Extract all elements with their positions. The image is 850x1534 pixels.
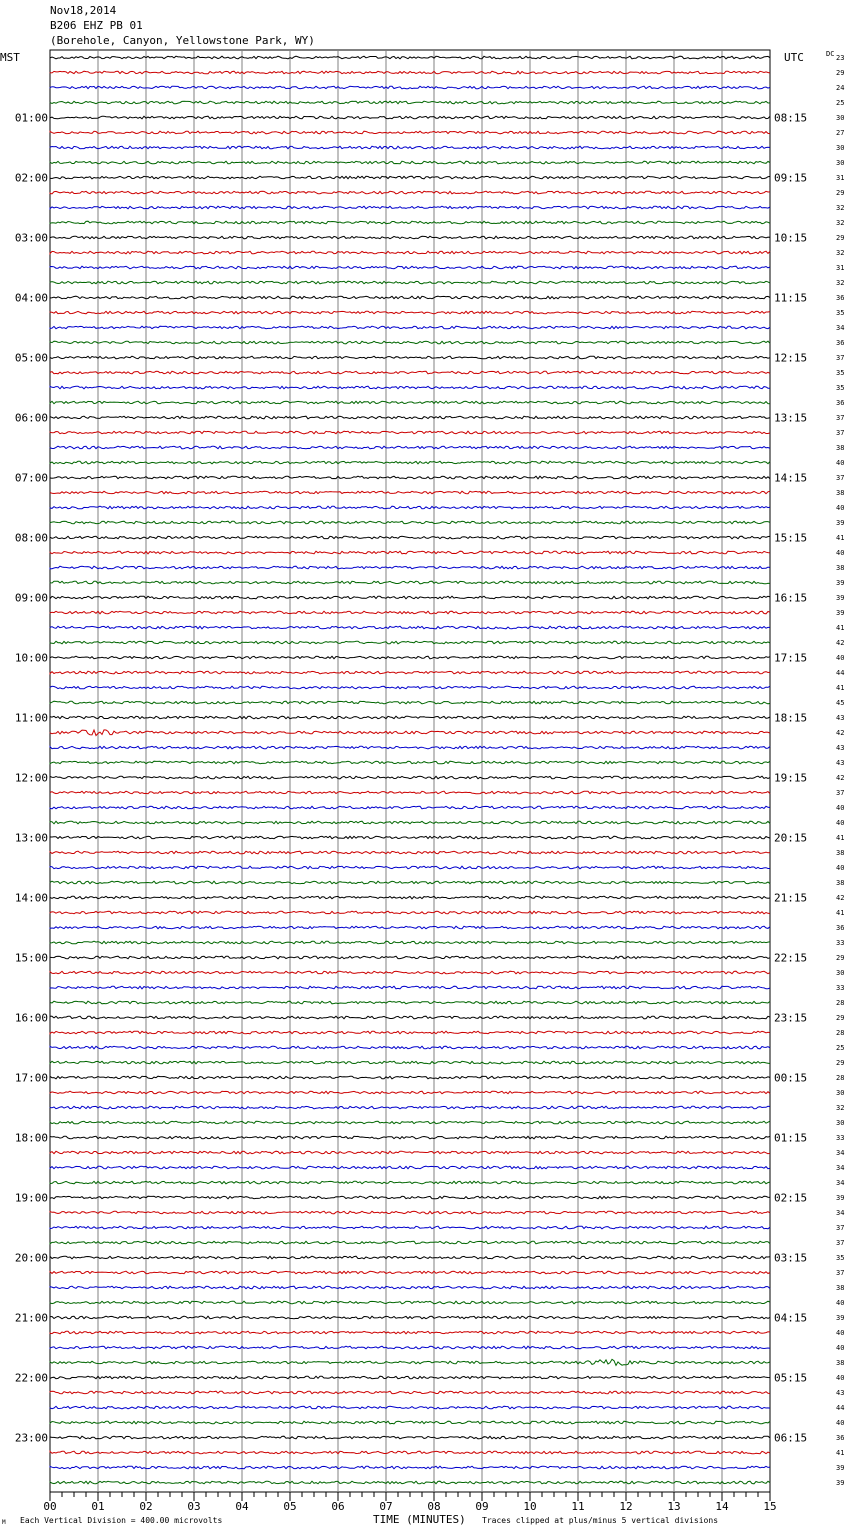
right-hour-label: 06:15 (774, 1431, 808, 1445)
dc-value: 29 (836, 1059, 845, 1067)
trace-row (50, 596, 770, 599)
trace-row (50, 161, 770, 164)
dc-value: 40 (836, 504, 845, 512)
dc-value: 33 (836, 984, 845, 992)
dc-value: 40 (836, 864, 845, 872)
dc-value: 38 (836, 1284, 845, 1292)
trace-row (50, 86, 770, 89)
dc-value: 37 (836, 1224, 845, 1232)
trace-row (50, 641, 770, 644)
trace-row (50, 566, 770, 569)
right-hour-label: 00:15 (774, 1071, 808, 1085)
dc-value: 35 (836, 384, 845, 392)
trace-row (50, 1421, 770, 1424)
trace-row (50, 221, 770, 224)
dc-value: 28 (836, 999, 845, 1007)
trace-row (50, 701, 770, 704)
left-hour-label: 05:00 (14, 351, 48, 365)
right-hour-label: 01:15 (774, 1131, 808, 1145)
dc-value: 33 (836, 939, 845, 947)
header-date: Nov18,2014 (50, 4, 117, 17)
trace-row (50, 71, 770, 74)
dc-value: 29 (836, 234, 845, 242)
trace-row (50, 551, 770, 554)
right-hour-label: 02:15 (774, 1191, 808, 1205)
trace-row (50, 1076, 770, 1079)
left-hour-label: 08:00 (14, 531, 48, 545)
left-hour-label: 11:00 (14, 711, 48, 725)
dc-value: 32 (836, 249, 845, 257)
trace-row (50, 476, 770, 479)
dc-value: 34 (836, 1164, 845, 1172)
x-tick-label: 10 (523, 1500, 537, 1513)
left-axis-title: MST (0, 51, 20, 64)
dc-value: 40 (836, 1344, 845, 1352)
dc-value: 41 (836, 1449, 845, 1457)
trace-row (50, 1406, 770, 1409)
trace-row (50, 686, 770, 689)
trace-row (50, 236, 770, 239)
trace-row (50, 626, 770, 629)
dc-value: 24 (836, 84, 845, 92)
left-hour-label: 15:00 (14, 951, 48, 965)
dc-value: 34 (836, 1179, 845, 1187)
dc-value: 29 (836, 954, 845, 962)
trace-row (50, 251, 770, 254)
dc-value: 41 (836, 534, 845, 542)
trace-row (50, 1241, 770, 1244)
trace-row (50, 311, 770, 314)
dc-value: 37 (836, 429, 845, 437)
trace-row (50, 146, 770, 149)
dc-value: 36 (836, 399, 845, 407)
dc-value: 43 (836, 714, 845, 722)
right-hour-label: 20:15 (774, 831, 808, 845)
trace-row (50, 956, 770, 959)
x-tick-label: 09 (475, 1500, 489, 1513)
trace-row (50, 851, 770, 854)
dc-value: 25 (836, 1044, 845, 1052)
trace-row (50, 296, 770, 299)
left-hour-label: 17:00 (14, 1071, 48, 1085)
right-hour-label: 17:15 (774, 651, 808, 665)
dc-value: 41 (836, 684, 845, 692)
trace-row (50, 191, 770, 194)
trace-row (50, 941, 770, 944)
x-tick-label: 08 (427, 1500, 441, 1513)
dc-value: 37 (836, 789, 845, 797)
right-hour-label: 04:15 (774, 1311, 808, 1325)
left-hour-label: 16:00 (14, 1011, 48, 1025)
trace-row (50, 1256, 770, 1259)
trace-row (50, 341, 770, 344)
dc-value: 30 (836, 144, 845, 152)
dc-value: 32 (836, 1104, 845, 1112)
trace-row (50, 1031, 770, 1034)
trace-row (50, 656, 770, 659)
corner-mark: M (2, 1519, 6, 1526)
left-hour-label: 10:00 (14, 651, 48, 665)
trace-row (50, 1331, 770, 1334)
trace-row (50, 1016, 770, 1019)
right-hour-label: 19:15 (774, 771, 808, 785)
dc-value: 37 (836, 1269, 845, 1277)
dc-value: 38 (836, 489, 845, 497)
trace-row (50, 1376, 770, 1379)
dc-value: 25 (836, 99, 845, 107)
dc-value: 37 (836, 354, 845, 362)
trace-row (50, 911, 770, 914)
right-hour-label: 05:15 (774, 1371, 808, 1385)
trace-row (50, 326, 770, 329)
trace-row (50, 1451, 770, 1454)
dc-value: 36 (836, 1434, 845, 1442)
axis-labels (15, 54, 845, 1513)
trace-row (50, 1346, 770, 1349)
x-tick-label: 15 (763, 1500, 777, 1513)
dc-value: 40 (836, 804, 845, 812)
trace-row (50, 1226, 770, 1229)
x-tick-label: 00 (43, 1500, 57, 1513)
trace-row (50, 1046, 770, 1049)
dc-value: 40 (836, 1419, 845, 1427)
x-tick-label: 14 (715, 1500, 729, 1513)
dc-value: 31 (836, 174, 845, 182)
dc-value: 32 (836, 219, 845, 227)
trace-row (50, 206, 770, 209)
trace-row (50, 821, 770, 824)
trace-row (50, 1196, 770, 1199)
dc-value: 23 (836, 54, 845, 62)
trace-row (50, 791, 770, 794)
x-tick-label: 03 (187, 1500, 201, 1513)
trace-row (50, 926, 770, 929)
trace-row (50, 866, 770, 869)
x-tick-label: 01 (91, 1500, 105, 1513)
dc-value: 41 (836, 834, 845, 842)
trace-row (50, 776, 770, 779)
trace-row (50, 1091, 770, 1094)
dc-value: 39 (836, 579, 845, 587)
dc-value: 40 (836, 1374, 845, 1382)
trace-row (50, 1166, 770, 1169)
x-tick-label: 02 (139, 1500, 153, 1513)
trace-row (50, 386, 770, 389)
trace-row (50, 491, 770, 494)
dc-value: 42 (836, 639, 845, 647)
trace-row (50, 1136, 770, 1139)
right-hour-label: 08:15 (774, 111, 808, 125)
dc-value: 38 (836, 879, 845, 887)
trace-row (50, 716, 770, 719)
dc-value: 39 (836, 1464, 845, 1472)
left-hour-label: 21:00 (14, 1311, 48, 1325)
trace-row (50, 1481, 770, 1484)
dc-value: 43 (836, 1389, 845, 1397)
dc-value: 43 (836, 744, 845, 752)
trace-row (50, 836, 770, 839)
dc-value: 38 (836, 1359, 845, 1367)
header-station: B206 EHZ PB 01 (50, 19, 143, 32)
x-tick-label: 07 (379, 1500, 393, 1513)
right-hour-label: 03:15 (774, 1251, 808, 1265)
trace-row (50, 446, 770, 449)
trace-row (50, 1271, 770, 1274)
dc-value: 27 (836, 129, 845, 137)
dc-value: 43 (836, 759, 845, 767)
dc-value: 31 (836, 264, 845, 272)
trace-row (50, 431, 770, 434)
trace-row (50, 1151, 770, 1154)
x-tick-label: 06 (331, 1500, 345, 1513)
dc-value: 40 (836, 654, 845, 662)
trace-row (50, 1466, 770, 1469)
trace-row (50, 1001, 770, 1004)
scale-note: Each Vertical Division = 400.00 microvolts (20, 1516, 223, 1525)
dc-value: 32 (836, 279, 845, 287)
right-hour-label: 23:15 (774, 1011, 808, 1025)
dc-value: 36 (836, 924, 845, 932)
left-hour-label: 06:00 (14, 411, 48, 425)
left-hour-label: 04:00 (14, 291, 48, 305)
dc-value: 45 (836, 699, 845, 707)
trace-row (50, 356, 770, 359)
x-tick-label: 13 (667, 1500, 681, 1513)
dc-value: 29 (836, 1014, 845, 1022)
right-hour-label: 11:15 (774, 291, 808, 305)
right-hour-label: 13:15 (774, 411, 808, 425)
trace-row (50, 1286, 770, 1289)
right-axis-title: UTC (784, 51, 804, 64)
trace-row (50, 746, 770, 749)
trace-row (50, 1121, 770, 1124)
dc-value: 40 (836, 819, 845, 827)
trace-row (50, 116, 770, 119)
left-hour-label: 22:00 (14, 1371, 48, 1385)
trace-row (50, 671, 770, 674)
trace-row (50, 1359, 770, 1365)
left-hour-label: 19:00 (14, 1191, 48, 1205)
x-tick-label: 05 (283, 1500, 297, 1513)
right-hour-label: 09:15 (774, 171, 808, 185)
dc-value: 39 (836, 594, 845, 602)
dc-value: 40 (836, 549, 845, 557)
right-hour-label: 14:15 (774, 471, 808, 485)
dc-value: 44 (836, 669, 845, 677)
trace-row (50, 461, 770, 464)
dc-value: 36 (836, 339, 845, 347)
dc-value: 39 (836, 1479, 845, 1487)
trace-row (50, 806, 770, 809)
right-hour-label: 21:15 (774, 891, 808, 905)
trace-row (50, 986, 770, 989)
trace-row (50, 1316, 770, 1319)
left-hour-label: 07:00 (14, 471, 48, 485)
dc-value: 42 (836, 894, 845, 902)
trace-row (50, 416, 770, 419)
left-hour-label: 02:00 (14, 171, 48, 185)
x-tick-label: 04 (235, 1500, 249, 1513)
dc-value: 40 (836, 1299, 845, 1307)
dc-value: 29 (836, 189, 845, 197)
dc-value: 30 (836, 159, 845, 167)
dc-value: 37 (836, 1239, 845, 1247)
trace-row (50, 896, 770, 899)
dc-value: 44 (836, 1404, 845, 1412)
right-hour-label: 22:15 (774, 951, 808, 965)
dc-value: 42 (836, 774, 845, 782)
dc-value: 39 (836, 1314, 845, 1322)
dc-value: 34 (836, 1209, 845, 1217)
trace-row (50, 371, 770, 374)
trace-row (50, 1391, 770, 1394)
trace-row (50, 881, 770, 884)
dc-value: 37 (836, 474, 845, 482)
trace-row (50, 1211, 770, 1214)
right-hour-label: 16:15 (774, 591, 808, 605)
trace-row (50, 536, 770, 539)
trace-row (50, 1301, 770, 1304)
dc-value: 30 (836, 1089, 845, 1097)
dc-value: 36 (836, 294, 845, 302)
left-hour-label: 12:00 (14, 771, 48, 785)
dc-value: 33 (836, 1134, 845, 1142)
left-hour-label: 18:00 (14, 1131, 48, 1145)
dc-value: 38 (836, 444, 845, 452)
dc-value: 39 (836, 1194, 845, 1202)
dc-value: 34 (836, 1149, 845, 1157)
trace-rows (50, 56, 770, 1484)
x-axis-title: TIME (MINUTES) (373, 1513, 466, 1526)
trace-row (50, 761, 770, 764)
dc-value: 35 (836, 369, 845, 377)
trace-row (50, 1061, 770, 1064)
trace-row (50, 971, 770, 974)
trace-row (50, 730, 770, 736)
dc-value: 29 (836, 69, 845, 77)
dc-value: 28 (836, 1029, 845, 1037)
dc-value: 28 (836, 1074, 845, 1082)
dc-value: 37 (836, 414, 845, 422)
dc-value: 38 (836, 849, 845, 857)
trace-row (50, 1181, 770, 1184)
dc-value: 39 (836, 519, 845, 527)
trace-row (50, 506, 770, 509)
left-hour-label: 14:00 (14, 891, 48, 905)
dc-value: 32 (836, 204, 845, 212)
trace-row (50, 176, 770, 179)
dc-value: 41 (836, 624, 845, 632)
trace-row (50, 131, 770, 134)
x-tick-label: 12 (619, 1500, 633, 1513)
trace-row (50, 1106, 770, 1109)
trace-row (50, 266, 770, 269)
trace-row (50, 56, 770, 59)
trace-row (50, 401, 770, 404)
header-location: (Borehole, Canyon, Yellowstone Park, WY) (50, 34, 315, 47)
dc-value: 41 (836, 909, 845, 917)
x-tick-label: 11 (571, 1500, 585, 1513)
dc-value: 30 (836, 969, 845, 977)
dc-value: 30 (836, 114, 845, 122)
dc-value: 40 (836, 459, 845, 467)
dc-value: 30 (836, 1119, 845, 1127)
left-hour-label: 01:00 (14, 111, 48, 125)
trace-row (50, 1436, 770, 1439)
trace-row (50, 611, 770, 614)
left-hour-label: 03:00 (14, 231, 48, 245)
trace-row (50, 521, 770, 524)
dc-value: 42 (836, 729, 845, 737)
dc-title: DC (826, 50, 835, 58)
left-hour-label: 23:00 (14, 1431, 48, 1445)
right-hour-label: 15:15 (774, 531, 808, 545)
left-hour-label: 09:00 (14, 591, 48, 605)
dc-value: 38 (836, 564, 845, 572)
dc-value: 39 (836, 609, 845, 617)
right-hour-label: 10:15 (774, 231, 808, 245)
dc-value: 40 (836, 1329, 845, 1337)
trace-row (50, 581, 770, 584)
dc-value: 35 (836, 1254, 845, 1262)
right-hour-label: 12:15 (774, 351, 808, 365)
right-hour-label: 18:15 (774, 711, 808, 725)
dc-value: 34 (836, 324, 845, 332)
clip-note: Traces clipped at plus/minus 5 vertical divisions (482, 1516, 719, 1525)
left-hour-label: 13:00 (14, 831, 48, 845)
trace-row (50, 281, 770, 284)
left-hour-label: 20:00 (14, 1251, 48, 1265)
dc-value: 35 (836, 309, 845, 317)
trace-row (50, 101, 770, 104)
